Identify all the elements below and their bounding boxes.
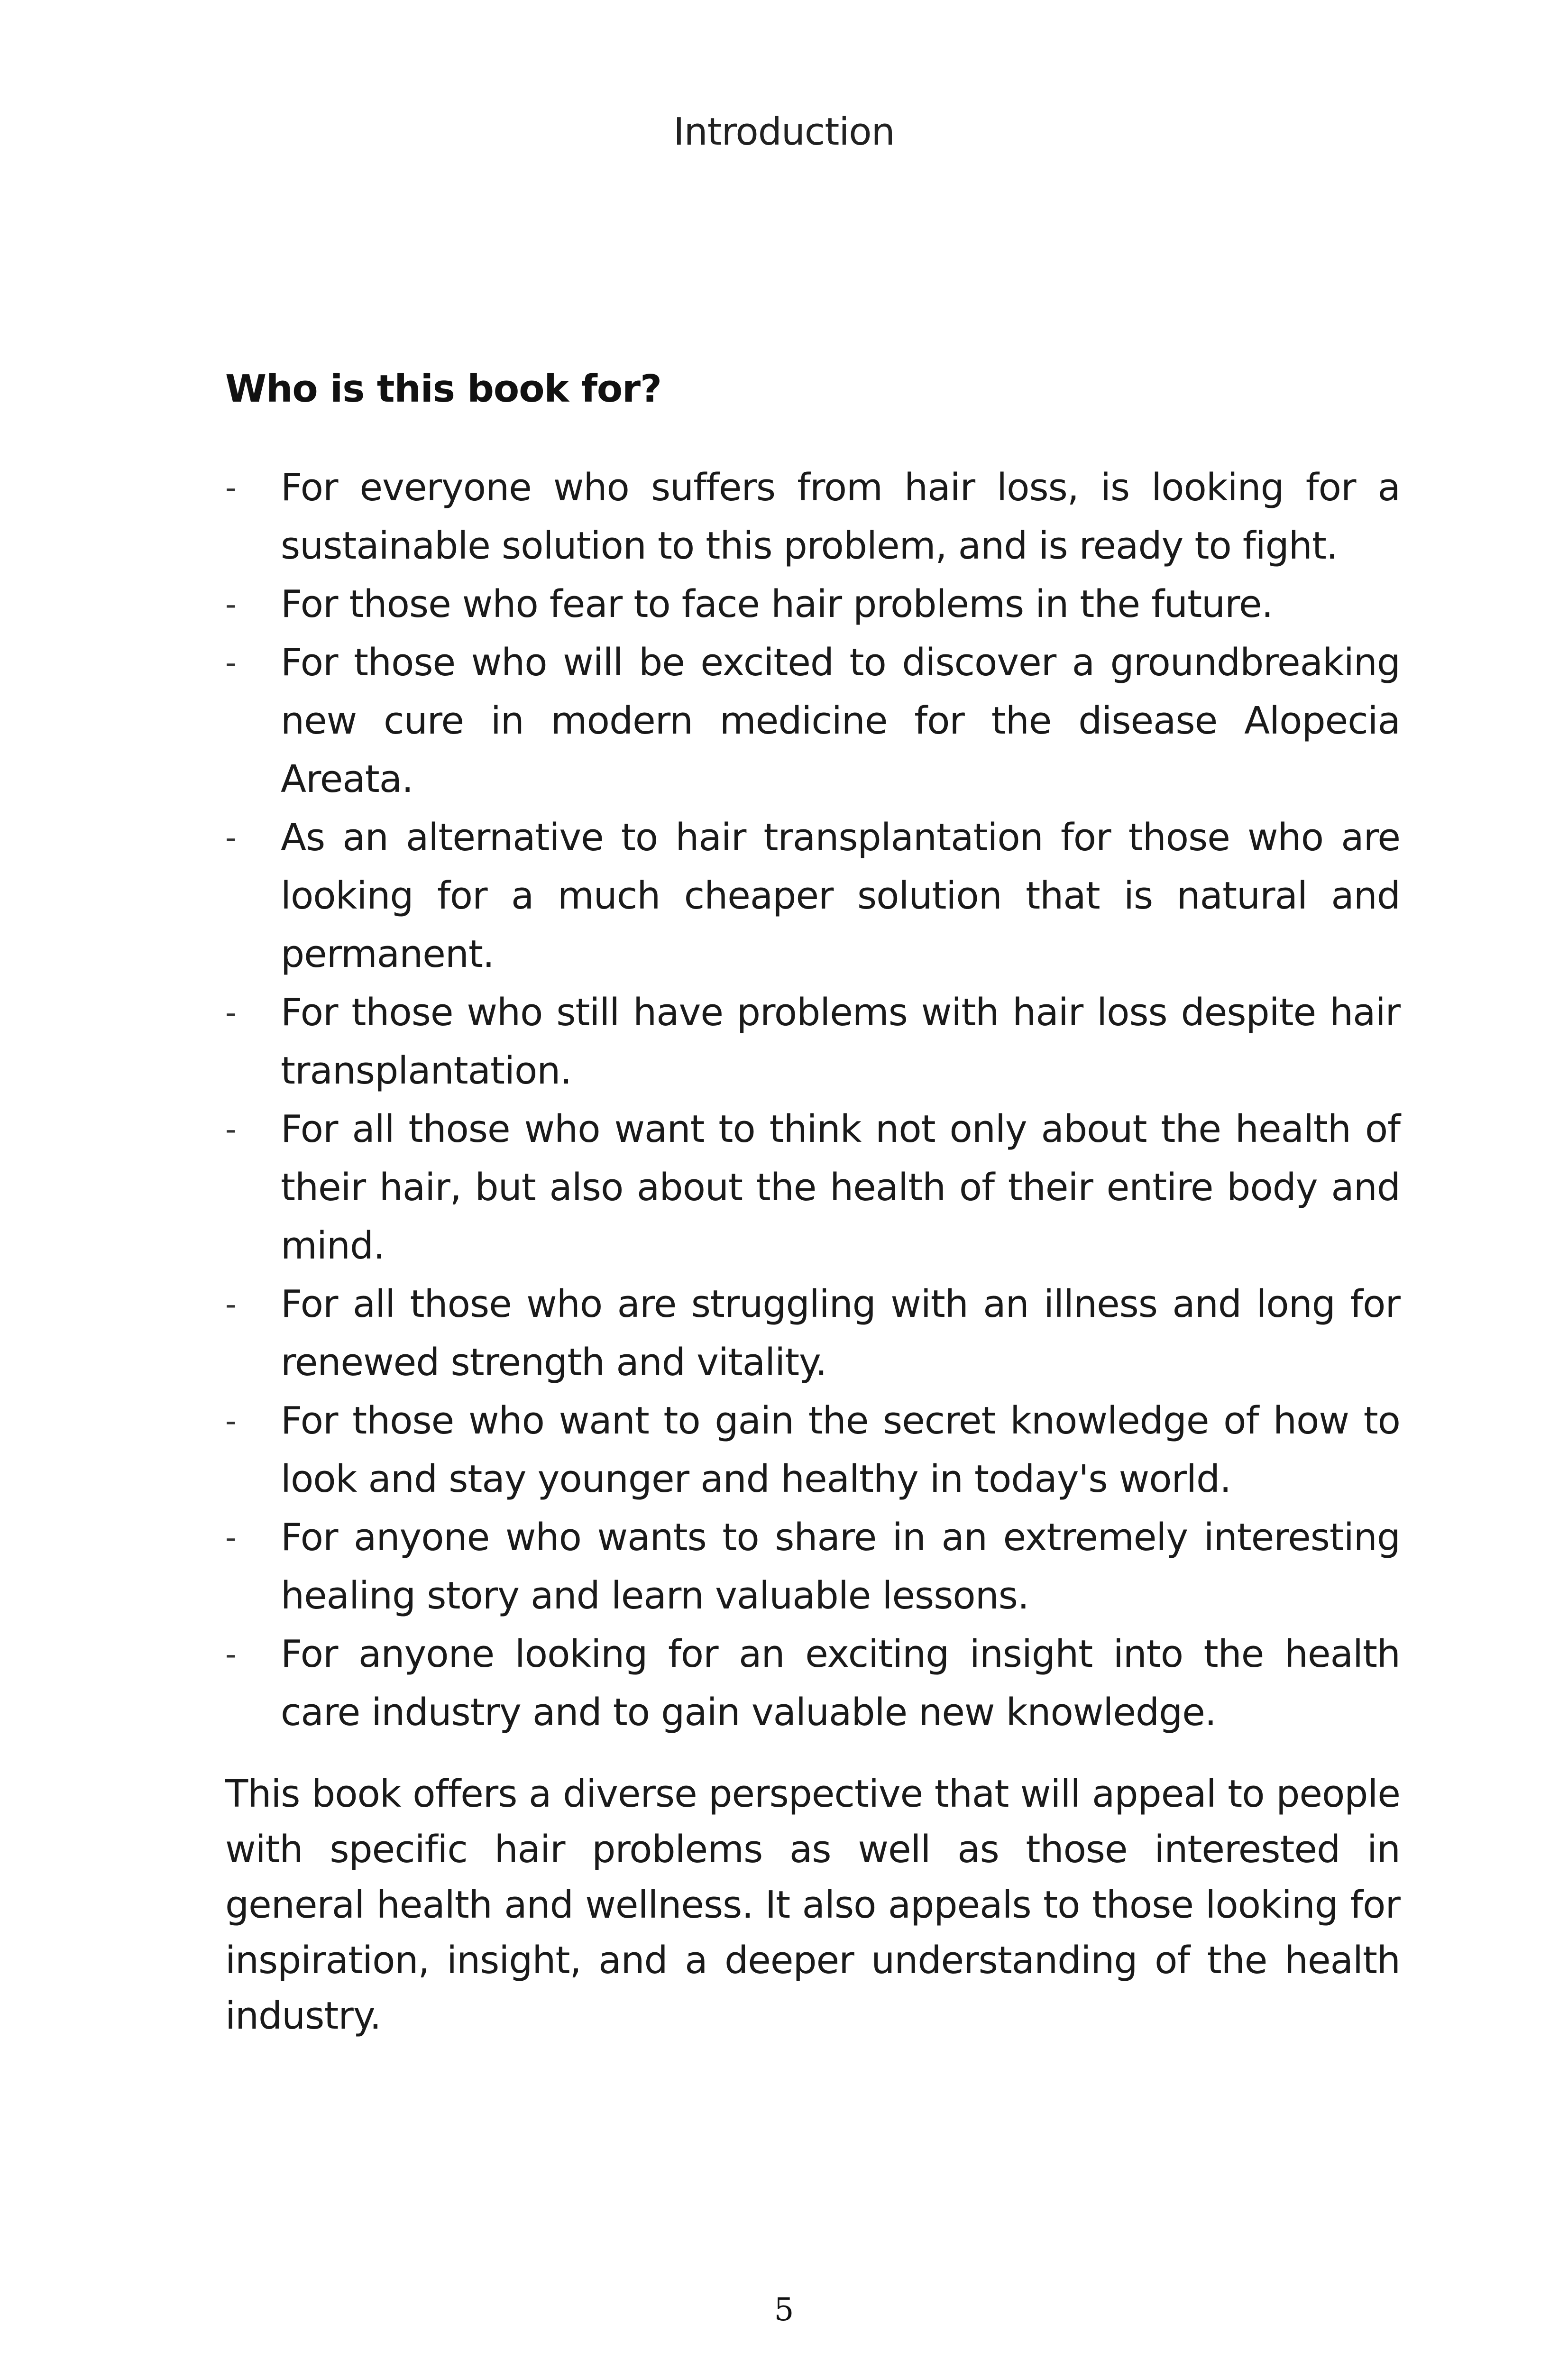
list-item (225, 1275, 1400, 1392)
list-item (225, 575, 1400, 634)
list-item-text: For those who want to gain the secret knowledge of how to look and stay younger and healthy in today's world. (281, 1399, 1400, 1501)
list-dash: - (225, 1519, 236, 1556)
list-item (225, 1625, 1400, 1742)
list-item-text: For anyone looking for an exciting insight into the health care industry and to gain valuable new knowledge. (281, 1632, 1400, 1734)
list-item (225, 1100, 1400, 1275)
list-item (225, 983, 1400, 1100)
list-item-text: For everyone who suffers from hair loss, is looking for a sustainable solution to this problem, and is ready to fight. (281, 466, 1400, 568)
list-dash: - (225, 994, 236, 1031)
list-dash: - (225, 586, 236, 623)
list-item-text: As an alternative to hair transplantation for those who are looking for a much cheaper solution that is natural and permanent. (281, 816, 1400, 976)
list-item (225, 1392, 1400, 1508)
list-item-text: For anyone who wants to share in an extremely interesting healing story and learn valuable lessons. (281, 1516, 1400, 1617)
list-dash: - (225, 644, 236, 681)
list-dash: - (225, 469, 236, 506)
list-item (225, 1508, 1400, 1625)
list-dash: - (225, 1636, 236, 1673)
list-item-text: For those who still have problems with hair loss despite hair transplantation. (281, 991, 1400, 1093)
list-dash: - (225, 1286, 236, 1323)
list-dash: - (225, 819, 236, 856)
list-item (225, 459, 1400, 575)
list-item-text: For those who will be excited to discover a groundbreaking new cure in modern medicine for the disease Alopecia Areata. (281, 641, 1400, 801)
audience-list (225, 459, 1400, 1742)
list-dash: - (225, 1403, 236, 1439)
running-head: Introduction (673, 110, 895, 154)
list-item (225, 634, 1400, 809)
closing-paragraph: This book offers a diverse perspective that will appeal to people with specific hair problems as well as those interested in general health and wellness. It also appeals to those looking for inspiration, insight, and a deeper understanding of the health industry. (225, 1772, 1400, 2038)
list-dash: - (225, 1111, 236, 1148)
section-heading: Who is this book for? (225, 367, 661, 411)
list-item-text: For all those who are struggling with an illness and long for renewed strength and vitality. (281, 1282, 1400, 1384)
list-item-text: For those who fear to face hair problems in the future. (281, 582, 1273, 626)
list-item-text: For all those who want to think not only about the health of their hair, but also about the health of their entire body and mind. (281, 1107, 1400, 1268)
page-number: 5 (774, 2291, 794, 2328)
list-item (225, 809, 1400, 983)
page-content (225, 365, 1400, 2038)
